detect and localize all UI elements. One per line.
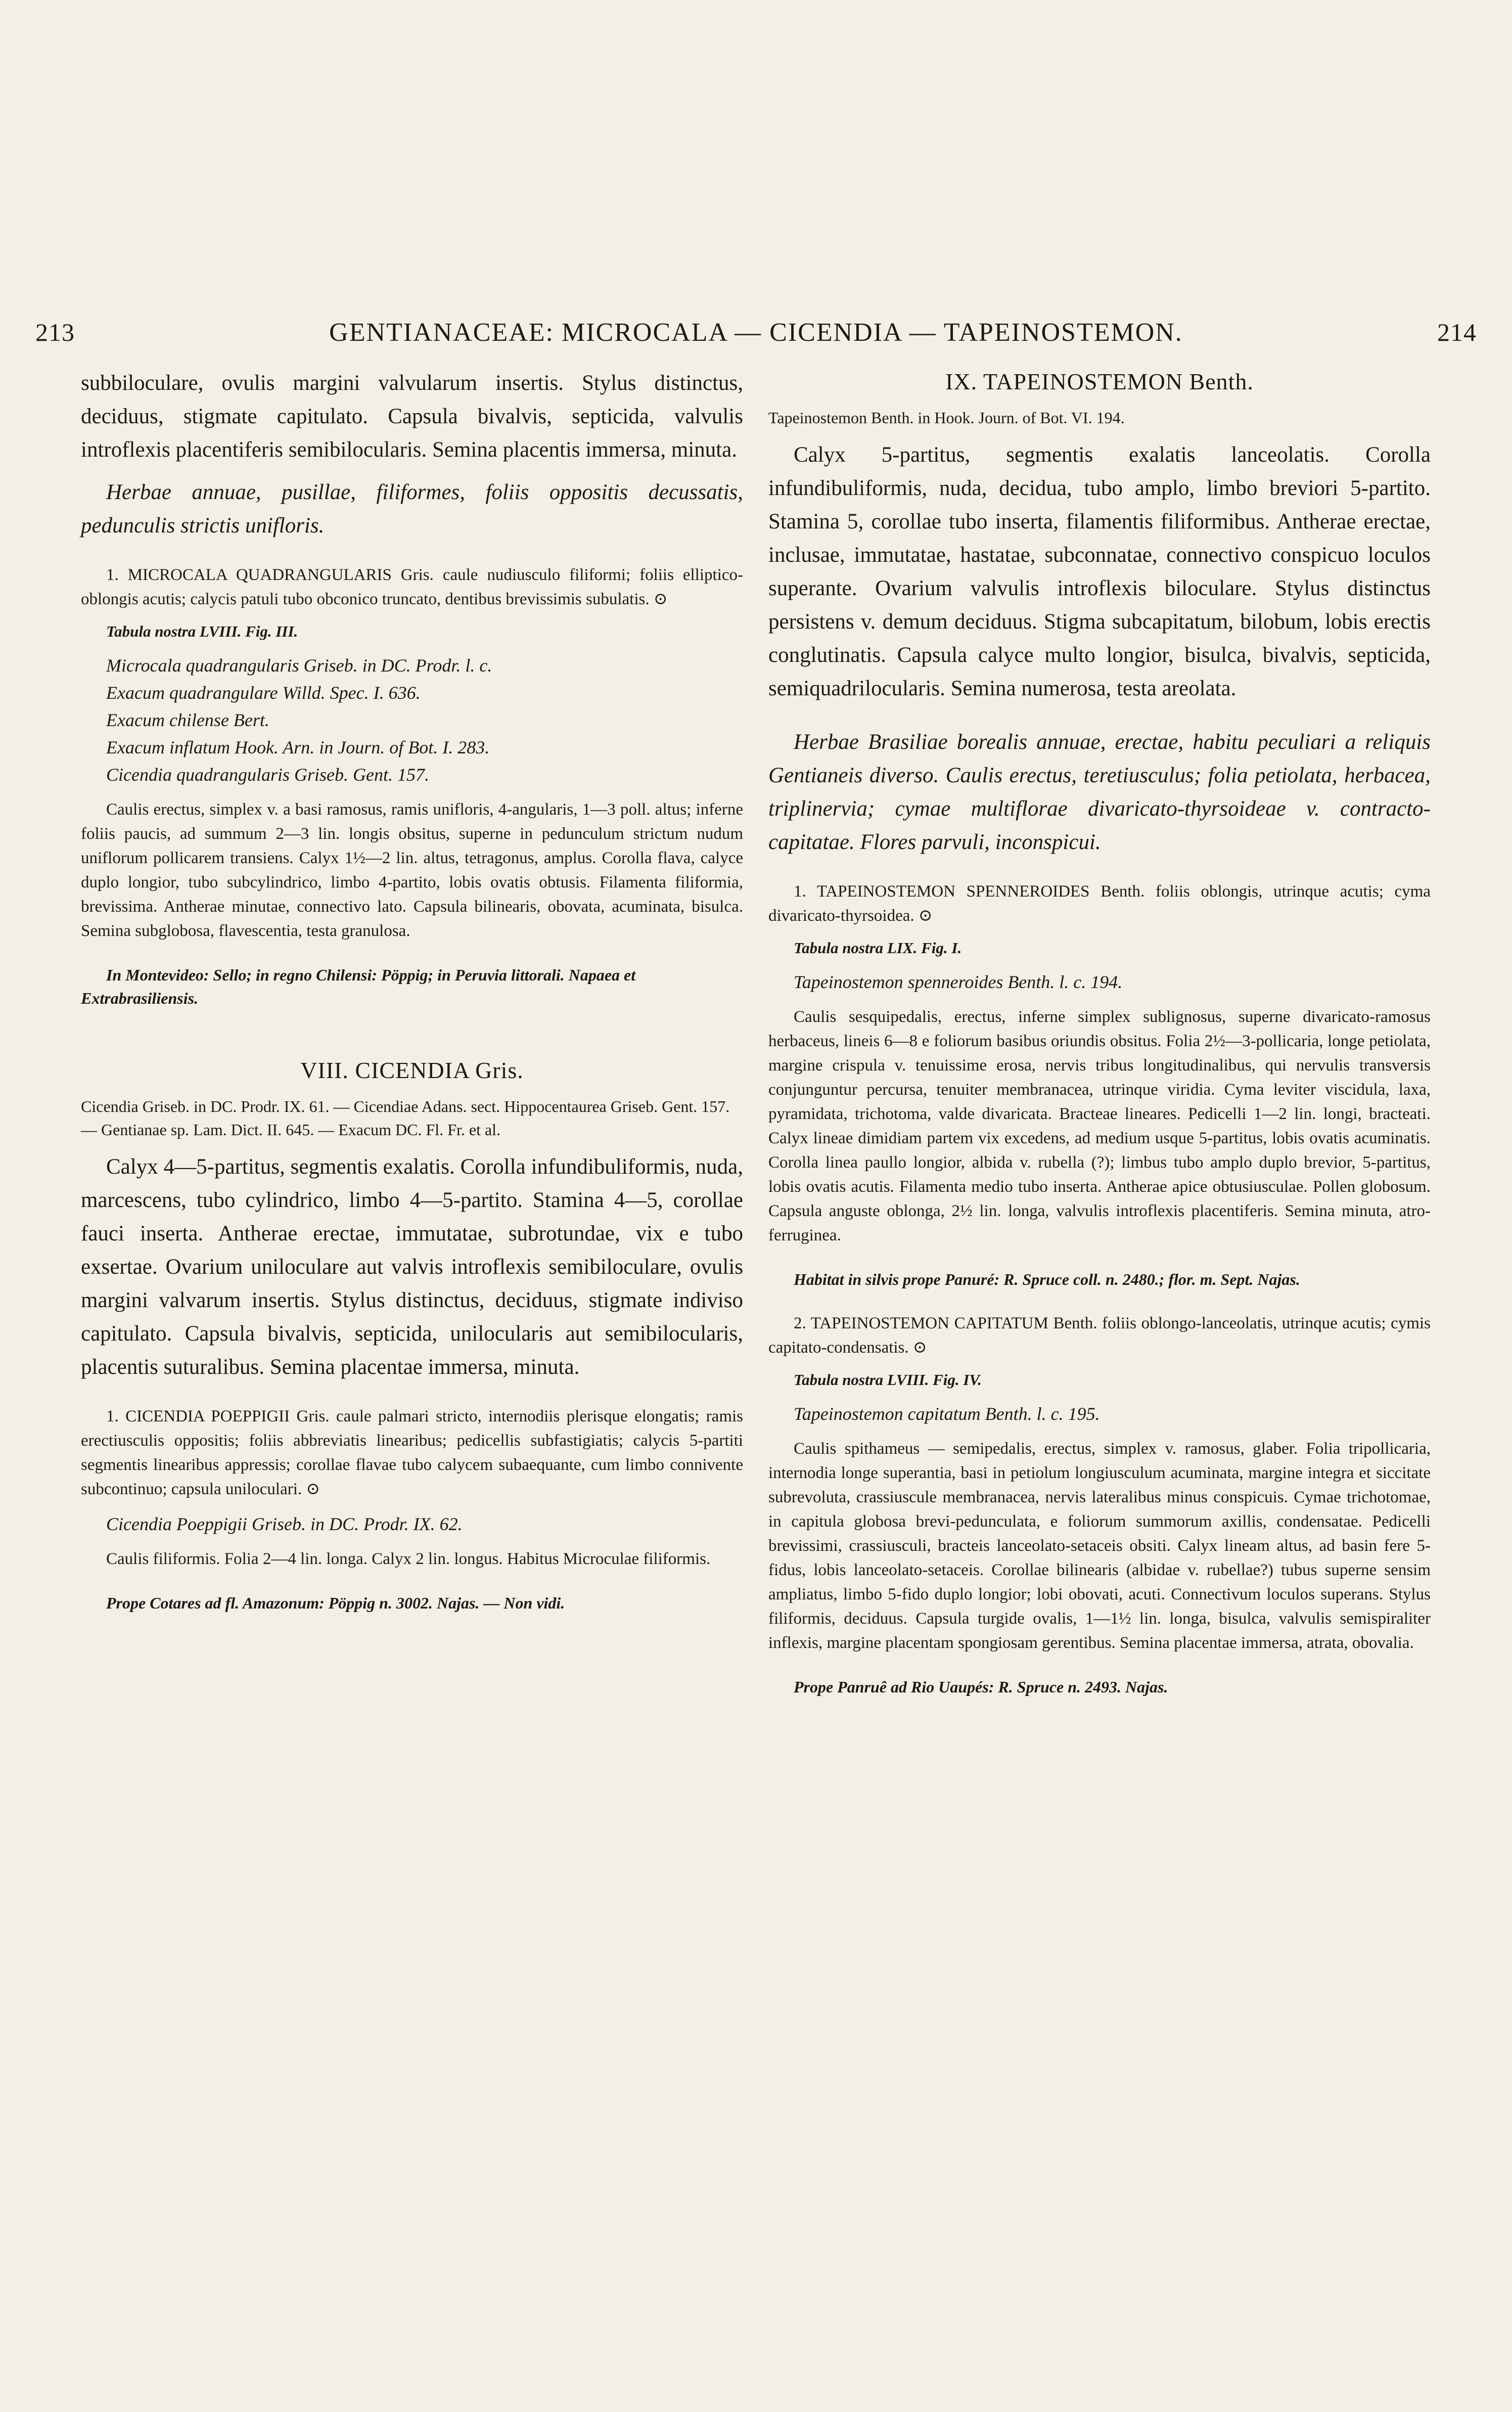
- genus-heading: IX. TAPEINOSTEMON Benth.: [945, 369, 1254, 394]
- species-diagnosis: 1. CICENDIA POEPPIGII Gris. caule palmari stricto, internodiis plerisque elongatis; ramis erectiusculis oppositis; foliis abbreviatis linearibus; pedicellis subfastigiatis; calycis 5-partiti segmentis linearibus appressis; corollae flavae tubo calycem subaequante, cum limbo connivente subcontinuo; capsula uniloculari. ⊙: [81, 1407, 743, 1498]
- plate-reference: Tabula nostra LIX. Fig. I.: [794, 939, 962, 957]
- genus-references: Tapeinostemon Benth. in Hook. Journ. of Bot. VI. 194.: [768, 409, 1125, 427]
- species-diagnosis: 1. TAPEINOSTEMON SPENNEROIDES Benth. foliis oblongis, utrinque acutis; cyma divaricato-thyrsoidea. ⊙: [768, 882, 1431, 925]
- species-locality: In Montevideo: Sello; in regno Chilensi: Pöppig; in Peruvia littorali. Napaea et Extrabrasiliensis.: [81, 966, 636, 1007]
- species-description: Caulis spithameus — semipedalis, erectus, simplex v. ramosus, glaber. Folia tripollicaria, internodia longe superantia, basi in petiolum longiusculum acuminata, margine integra et siccitate subrevoluta, crassiuscule membranacea, nervis lateralibus minus conspicuis. Cymae trichotomae, in capitula globosa brevi-pedunculata, e foliorum summorum axillis, condensatae. Pedicelli brevissimi, crassiusculi, bracteis lanceolato-setaceis obsiti. Calyx lineam altus, ad basin fere 5-fidus, lobis lanceolato-setaceis. Corollae bilinearis (albidae v. rubellae?) tubus superne sensim ampliatus, limbo 5-fido duplo longior; lobi obovati, acuti. Connectivum loculos superans. Stylus filiformis, deciduus. Capsula turgide ovalis, 1—1½ lin. longa, bisulca, valvulis semispiraliter inflexis, margine placentam spongiosam gerentibus. Semina placentae immersa, atrata, obovalia.: [768, 1440, 1431, 1652]
- synonym: Exacum inflatum Hook. Arn. in Journ. of Bot. I. 283.: [106, 737, 490, 757]
- species-locality: Prope Panruê ad Rio Uaupés: R. Spruce n. 2493. Najas.: [794, 1678, 1168, 1696]
- page-number-left: 213: [35, 318, 75, 346]
- genus-description: Calyx 4—5-partitus, segmentis exalatis. Corolla infundibuliformis, nuda, marcescens, tubo cylindrico, limbo 4—5-partito. Stamina 4—5, corollae fauci inserta. Antherae erectae, immutatae, subrotundae, vix e tubo exsertae. Ovarium uniloculare aut valvis introflexis semibiloculare, ovulis margini valvarum insertis. Stylus distinctus, deciduus, stigmate indiviso capitulato. Capsula bivalvis, septicida, unilocularis aut semibilocularis, placentis suturalibus. Semina placentae immersa, minuta.: [81, 1155, 743, 1379]
- species-description: Caulis erectus, simplex v. a basi ramosus, ramis unifloris, 4-angularis, 1—3 poll. altus; inferne foliis paucis, ad summum 2—3 lin. longis obsitus, superne in pedunculum strictum nudum uniflorum pollicarem transiens. Calyx 1½—2 lin. altus, tetragonus, amplus. Corolla flava, calyce duplo longior, tubo subcylindrico, limbo 4-partito, lobis ovatis obtusis. Filamenta filiformia, brevissima. Antherae minutae, connectivo lato. Capsula bilinearis, obovata, acuminata, bisulca. Semina subglobosa, flavescentia, testa granulosa.: [81, 800, 743, 940]
- synonym: Exacum quadrangulare Willd. Spec. I. 636.: [106, 683, 421, 703]
- species-diagnosis: 1. MICROCALA QUADRANGULARIS Gris. caule nudiusculo filiformi; foliis elliptico-oblongis acutis; calycis patuli tubo obconico truncato, dentibus brevissimis subulatis. ⊙: [81, 566, 743, 608]
- synonym: Tapeinostemon spenneroides Benth. l. c. 194.: [794, 972, 1123, 992]
- species-locality: Habitat in silvis prope Panuré: R. Spruce coll. n. 2480.; flor. m. Sept. Najas.: [794, 1270, 1300, 1288]
- genus-heading: VIII. CICENDIA Gris.: [300, 1057, 524, 1083]
- synonym: Tapeinostemon capitatum Benth. l. c. 195.: [794, 1404, 1100, 1424]
- right-column: [768, 367, 1431, 1699]
- species-description: Caulis filiformis. Folia 2—4 lin. longa. Calyx 2 lin. longus. Habitus Microculae filiformis.: [106, 1550, 711, 1568]
- page-number-right: 214: [1437, 318, 1477, 346]
- running-title: GENTIANACEAE: MICROCALA — CICENDIA — TAPEINOSTEMON.: [329, 318, 1183, 347]
- synonym: Exacum chilense Bert.: [106, 710, 269, 730]
- synonym: Cicendia Poeppigii Griseb. in DC. Prodr. IX. 62.: [106, 1514, 463, 1534]
- species-description: Caulis sesquipedalis, erectus, inferne simplex sublignosus, superne divaricato-ramosus herbaceus, lineis 6—8 e foliorum basibus oriundis obsitus. Folia 2½—3-pollicaria, longe petiolata, margine crispula v. tenuissime erosa, nervis tribus longitudinalibus, qui nervulis transversis conjunguntur percursa, tenuiter membranacea, utrinque viridia. Cyma leviter viscidula, laxa, pyramidata, trichotoma, valde divaricata. Bracteae lineares. Pedicelli 1—2 lin. longi, bracteati. Calyx lineae dimidiam partem vix excedens, ad medium usque 5-partitus, lobis ovatis acuminatis. Corolla linea paullo longior, albida v. rubella (?); limbus tubo amplo duplo brevior, 5-partitus, lobis ovatis acutis. Filamenta medio tubo inserta. Antherae apice obtusiusculae. Pollen globosum. Capsula anguste oblonga, 2½ lin. longa, valvulis introflexis placentiferis. Semina minuta, atro-ferruginea.: [768, 1008, 1431, 1244]
- genus-description: Calyx 5-partitus, segmentis exalatis lanceolatis. Corolla infundibuliformis, nuda, decidua, tubo amplo, limbo breviori 5-partito. Stamina 5, corollae tubo inserta, filamentis filiformibus. Antherae erectae, inclusae, immutatae, hastatae, subconnatae, connectivo conspicuo loculos superante. Ovarium valvulis introflexis biloculare. Stylus distinctus persistens v. demum deciduus. Stigma subcapitatum, bilobum, lobis erectis conglutinatis. Capsula calyce multo longior, bisulca, bivalvis, septicida, semiquadrilocularis. Semina numerosa, testa areolata.: [768, 443, 1431, 700]
- genus-description-continued: subbiloculare, ovulis margini valvularum insertis. Stylus distinctus, deciduus, stigmate capitulato. Capsula bivalvis, septicida, valvulis introflexis placentiferis semibilocularis. Semina placentis immersa, minuta.: [81, 371, 743, 462]
- genus-habit: Herbae Brasiliae borealis annuae, erectae, habitu peculiari a reliquis Gentianeis diverso. Caulis erectus, teretiusculus; folia petiolata, herbacea, triplinervia; cymae multiflorae divaricato-thyrsoideae v. contracto-capitatae. Flores parvuli, inconspicui.: [768, 730, 1431, 854]
- synonym: Cicendia quadrangularis Griseb. Gent. 157.: [106, 765, 429, 785]
- plate-reference: Tabula nostra LVIII. Fig. IV.: [794, 1371, 982, 1389]
- left-column: [81, 367, 743, 1615]
- synonym: Microcala quadrangularis Griseb. in DC. Prodr. l. c.: [106, 655, 492, 676]
- genus-references: Cicendia Griseb. in DC. Prodr. IX. 61. — Cicendiae Adans. sect. Hippocentaurea Griseb. Gent. 157. — Gentianae sp. Lam. Dict. II. 645. — Exacum DC. Fl. Fr. et al.: [81, 1097, 730, 1139]
- synonym-list: [81, 652, 743, 788]
- species-diagnosis: 2. TAPEINOSTEMON CAPITATUM Benth. foliis oblongo-lanceolatis, utrinque acutis; cymis capitato-condensatis. ⊙: [768, 1314, 1431, 1357]
- plate-reference: Tabula nostra LVIII. Fig. III.: [106, 622, 298, 640]
- running-header: [35, 318, 1477, 353]
- species-locality: Prope Cotares ad fl. Amazonum: Pöppig n. 3002. Najas. — Non vidi.: [106, 1594, 565, 1612]
- genus-habit: Herbae annuae, pusillae, filiformes, foliis oppositis decussatis, pedunculis strictis unifloris.: [81, 480, 743, 538]
